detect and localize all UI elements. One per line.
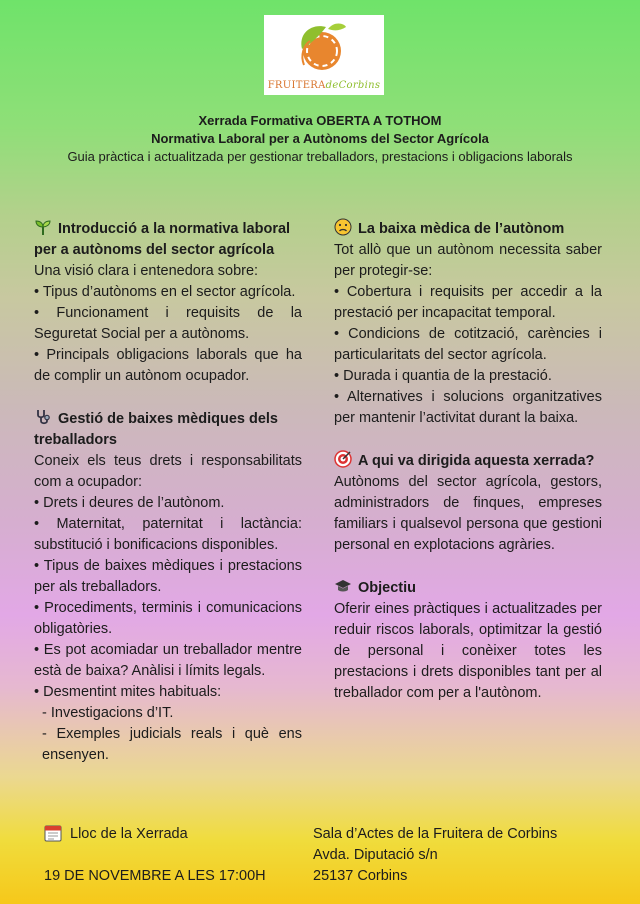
bullet-item: • Drets i deures de l’autònom. (34, 495, 225, 511)
section-destinataris (334, 450, 602, 556)
bullet-item: • Tipus d’autònoms en el sector agrícola. (34, 284, 296, 300)
sub-item: - Exemples judicials reals i què ens ensenyen. (42, 726, 302, 763)
section-title: Gestió de baixes mèdiques dels treballadors (34, 408, 302, 451)
bullet-item: • Condicions de cotització, carències i particularitats del sector agrícola. (334, 326, 602, 363)
bullet-item: • Alternatives i solucions organitzatives per mantenir l’activitat durant la baixa. (334, 389, 602, 426)
body-line: Coneix els teus drets i responsabilitats com a ocupador: (34, 453, 302, 490)
footer-address (313, 824, 557, 887)
footer-venue (44, 824, 266, 887)
orange-fruit-logo-icon (264, 15, 384, 77)
section-introduccio (34, 218, 302, 387)
logo-wordmark: FRUITERAdeCorbins (267, 80, 381, 91)
section-title: Introducció a la normativa laboral per a autònoms del sector agrícola (34, 218, 302, 261)
body-line: Tot allò que un autònom necessita saber per protegir-se: (334, 242, 602, 279)
target-icon (334, 450, 352, 468)
event-subtitle: Guia pràctica i actualitzada per gestionar treballadors, prestacions i obligacions laborals (67, 149, 573, 164)
bullet-item: • Desmentint mites habituals: (34, 684, 222, 700)
event-title: Normativa Laboral per a Autònoms del Sector Agrícola (151, 131, 489, 146)
body-line: Autònoms del sector agrícola, gestors, administradors de finques, empreses familiars i qualsevol persona que gestioni personal en explotacions agràries. (334, 474, 602, 553)
bullet-item: • Maternitat, paternitat i lactància: substitució i bonificacions disponibles. (34, 516, 302, 553)
bullet-item: • Cobertura i requisits per accedir a la prestació per incapacitat temporal. (334, 284, 602, 321)
right-column (334, 218, 602, 725)
venue-label: Lloc de la Xerrada (44, 824, 266, 845)
section-title: A qui va dirigida aquesta xerrada? (334, 450, 602, 472)
address-line: Sala d’Actes de la Fruitera de Corbins (313, 826, 558, 842)
bullet-item: • Funcionament i requisits de la Seguretat Social per a autònoms. (34, 305, 302, 342)
bullet-item: • Durada i quantia de la prestació. (334, 368, 552, 384)
event-date: 19 DE NOVEMBRE A LES 17:00H (44, 868, 266, 884)
fruitera-logo (264, 15, 384, 95)
body-line: Una visió clara i entenedora sobre: (34, 263, 259, 279)
section-baixes-treballadors (34, 408, 302, 766)
worried-face-icon (334, 218, 352, 236)
event-header (0, 112, 640, 166)
bullet-item: • Tipus de baixes mèdiques i prestacions per als treballadors. (34, 558, 302, 595)
stethoscope-icon (34, 408, 52, 426)
graduation-cap-icon (334, 577, 352, 595)
bullet-item: • Procediments, terminis i comunicacions obligatòries. (34, 600, 302, 637)
sub-item: - Investigacions d’IT. (42, 705, 174, 721)
calendar-icon (44, 824, 62, 842)
section-objectiu (334, 577, 602, 704)
section-title: Objectiu (334, 577, 602, 599)
sprout-icon (34, 218, 52, 236)
bullet-item: • Principals obligacions laborals que ha de complir un autònom ocupador. (34, 347, 302, 384)
bullet-item: • Es pot acomiadar un treballador mentre està de baixa? Anàlisi i límits legals. (34, 642, 302, 679)
address-line: Avda. Diputació s/n (313, 847, 438, 863)
section-title: La baixa mèdica de l’autònom (334, 218, 602, 240)
body-line: Oferir eines pràctiques i actualitzades per reduir riscos laborals, optimitzar la gestió de personal i conèixer totes les prestacions i drets disponibles tant per al treballador com per a l'autònom. (334, 601, 602, 701)
address-line: 25137 Corbins (313, 868, 408, 884)
left-column (34, 218, 302, 787)
section-baixa-autonom (334, 218, 602, 429)
event-kicker: Xerrada Formativa OBERTA A TOTHOM (198, 113, 442, 128)
